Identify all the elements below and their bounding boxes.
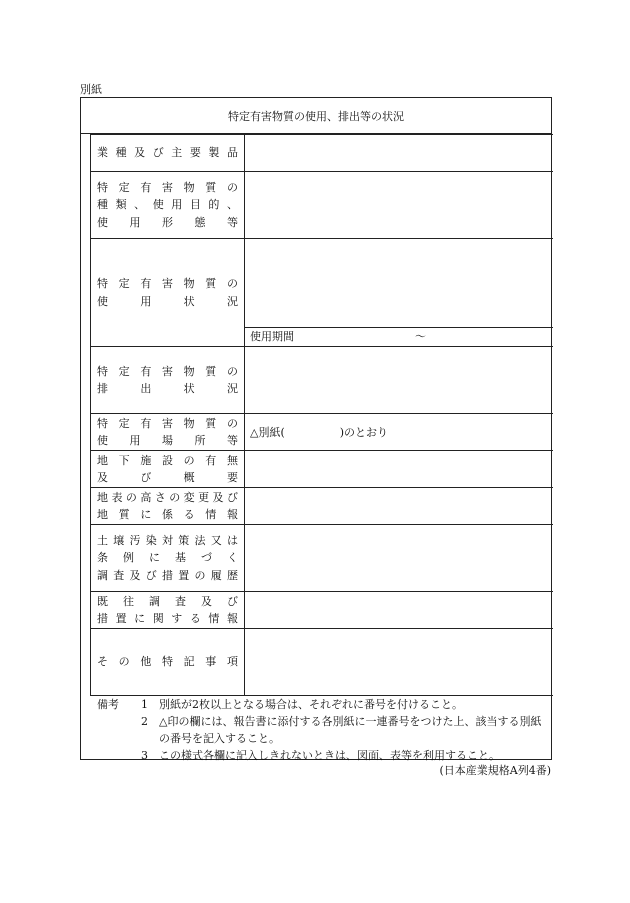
- usage-status-field[interactable]: [245, 239, 553, 328]
- row-label: [91, 135, 245, 172]
- report-form: [80, 97, 552, 760]
- row-label: [91, 629, 245, 696]
- note-item: [97, 713, 543, 747]
- row-label: [91, 239, 245, 347]
- annex-label: 別紙: [80, 83, 102, 96]
- row-label: [91, 172, 245, 239]
- table-row: [91, 451, 554, 488]
- row-value-field[interactable]: [245, 347, 554, 414]
- row-label: [91, 488, 245, 525]
- table-row: [91, 488, 554, 525]
- label-line: 地 表 の 高 さ の 変 更 及 び: [97, 490, 238, 504]
- usage-status-cell: [245, 239, 554, 347]
- label-line: 使 用 場 所 等: [97, 434, 238, 447]
- row-label: [91, 347, 245, 414]
- remarks-heading: 備考: [97, 698, 119, 711]
- label-line: 条 例 に 基 づ く: [97, 551, 238, 565]
- note-number: 1: [141, 698, 148, 711]
- usage-location-value[interactable]: △別紙( )のとおり: [245, 414, 554, 451]
- row-label: [91, 414, 245, 451]
- label-line: 業 種 及 び 主 要 製 品: [97, 146, 238, 160]
- note-text: 別紙が2枚以上となる場合は、それぞれに番号を付けること。: [159, 698, 463, 711]
- usage-period[interactable]: 使用期間 ～: [250, 330, 426, 343]
- label-line: 特 定 有 害 物 質 の: [97, 364, 238, 378]
- label-line: 特 定 有 害 物 質 の: [97, 277, 238, 291]
- paper-size-note: (日本産業規格A列4番): [439, 764, 551, 777]
- label-line: 措 置 に 関 す る 情 報: [97, 612, 238, 625]
- row-value-field[interactable]: [245, 525, 554, 592]
- row-value-field[interactable]: [245, 172, 554, 239]
- table-row: [91, 629, 554, 696]
- row-value-field[interactable]: [245, 135, 554, 172]
- note-number: 2: [141, 715, 148, 728]
- row-value-field[interactable]: [245, 451, 554, 488]
- form-table: [90, 134, 553, 696]
- label-line: そ の 他 特 記 事 項: [97, 655, 238, 669]
- label-line: 特 定 有 害 物 質 の: [97, 416, 238, 430]
- remarks: [97, 696, 543, 764]
- row-value-field[interactable]: [245, 488, 554, 525]
- table-row: [91, 592, 554, 629]
- table-row: [91, 414, 554, 451]
- table-row: [91, 525, 554, 592]
- form-title: 特定有害物質の使用、排出等の状況: [81, 98, 551, 134]
- table-row: [91, 347, 554, 414]
- label-line: 使 用 形 態 等: [97, 215, 238, 229]
- label-line: 種 類 、 使 用 目 的 、: [97, 198, 238, 212]
- label-line: 地 下 施 設 の 有 無: [97, 453, 238, 467]
- label-line: 特 定 有 害 物 質 の: [97, 181, 238, 195]
- row-label: [91, 525, 245, 592]
- note-text: この様式各欄に記入しきれないときは、図面、表等を利用すること。: [159, 749, 500, 762]
- row-label: [91, 592, 245, 629]
- label-line: 地 質 に 係 る 情 報: [97, 508, 238, 521]
- note-text: △印の欄には、報告書に添付する各別紙に一連番号をつけた上、該当する別紙の番号を記入すること。: [159, 715, 542, 745]
- row-value-field[interactable]: [245, 629, 554, 696]
- row-label: [91, 451, 245, 488]
- table-row: [91, 239, 554, 347]
- label-line: 及 び 概 要: [97, 471, 238, 484]
- label-line: 使 用 状 況: [97, 294, 238, 308]
- label-line: 土 壌 汚 染 対 策 法 又 は: [97, 534, 238, 548]
- label-line: 既 往 調 査 及 び: [97, 594, 238, 608]
- note-number: 3: [141, 749, 148, 762]
- row-value-field[interactable]: [245, 592, 554, 629]
- table-row: [91, 135, 554, 172]
- note-item: [97, 696, 543, 713]
- label-line: 調 査 及 び 措 置 の 履 歴: [97, 568, 238, 582]
- label-line: 排 出 状 況: [97, 382, 238, 395]
- table-row: [91, 172, 554, 239]
